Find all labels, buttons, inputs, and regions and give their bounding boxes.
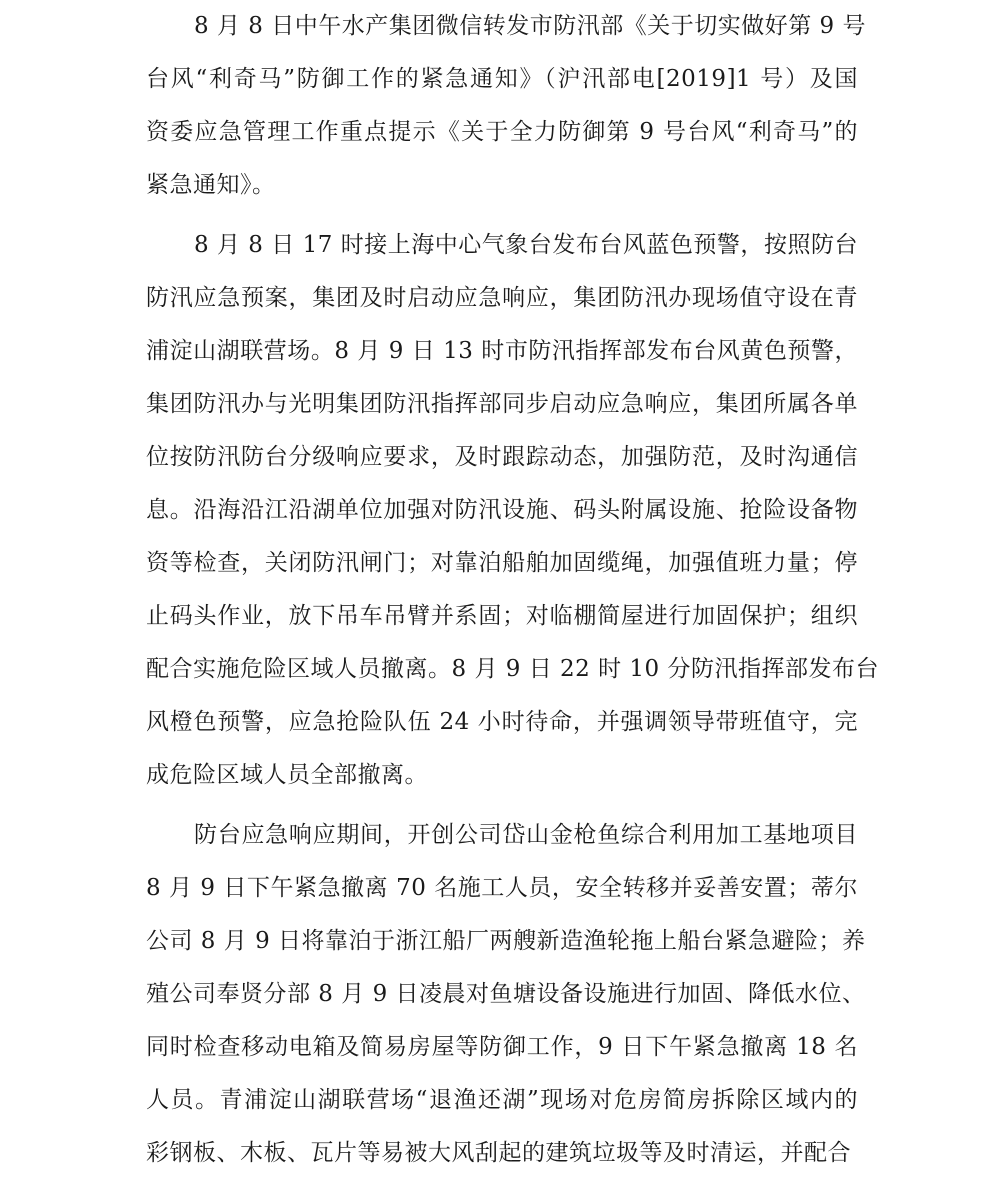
text-line: 防汛应急预案，集团及时启动应急响应，集团防汛办现场值守设在青	[146, 285, 858, 311]
text-line: 8 月 8 日 17 时接上海中心气象台发布台风蓝色预警，按照防台	[194, 232, 858, 258]
paragraph-1	[146, 0, 866, 212]
text-line: 集团防汛办与光明集团防汛指挥部同步启动应急响应，集团所属各单	[146, 391, 858, 417]
text-line: 资等检查，关闭防汛闸门；对靠泊船舶加固缆绳，加强值班力量；停	[146, 550, 858, 576]
text-line: 位按防汛防台分级响应要求，及时跟踪动态，加强防范，及时沟通信	[146, 444, 858, 470]
text-line: 防台应急响应期间，开创公司岱山金枪鱼综合利用加工基地项目	[194, 822, 858, 848]
text-line: 浦淀山湖联营场。8 月 9 日 13 时市防汛指挥部发布台风黄色预警，	[146, 338, 858, 364]
text-line: 紧急通知》。	[146, 172, 276, 198]
text-line: 同时检查移动电箱及简易房屋等防御工作，9 日下午紧急撤离 18 名	[146, 1034, 858, 1060]
text-line: 息。沿海沿江沿湖单位加强对防汛设施、码头附属设施、抢险设备物	[146, 497, 858, 523]
paragraph-3	[146, 809, 866, 1180]
paragraph-2	[146, 219, 879, 802]
text-line: 止码头作业，放下吊车吊臂并系固；对临棚简屋进行加固保护；组织	[146, 603, 858, 629]
text-line: 彩钢板、木板、瓦片等易被大风刮起的建筑垃圾等及时清运，并配合	[146, 1140, 851, 1166]
text-line: 殖公司奉贤分部 8 月 9 日凌晨对鱼塘设备设施进行加固、降低水位、	[146, 981, 866, 1007]
text-line: 8 月 8 日中午水产集团微信转发市防汛部《关于切实做好第 9 号	[194, 13, 866, 39]
text-line: 公司 8 月 9 日将靠泊于浙江船厂两艘新造渔轮拖上船台紧急避险；养	[146, 928, 866, 954]
text-line: 风橙色预警，应急抢险队伍 24 小时待命，并强调领导带班值守，完	[146, 709, 858, 735]
text-line: 成危险区域人员全部撤离。	[146, 762, 428, 788]
text-line: 配合实施危险区域人员撤离。8 月 9 日 22 时 10 分防汛指挥部发布台	[146, 656, 879, 682]
document-body	[146, 0, 879, 1180]
text-line: 资委应急管理工作重点提示《关于全力防御第 9 号台风“利奇马”的	[146, 119, 858, 145]
text-line: 人员。青浦淀山湖联营场“退渔还湖”现场对危房简房拆除区域内的	[146, 1087, 858, 1113]
text-line: 台风“利奇马”防御工作的紧急通知》（沪汛部电[2019]1 号）及国	[146, 66, 858, 92]
text-line: 8 月 9 日下午紧急撤离 70 名施工人员，安全转移并妥善安置；蒂尔	[146, 875, 858, 901]
